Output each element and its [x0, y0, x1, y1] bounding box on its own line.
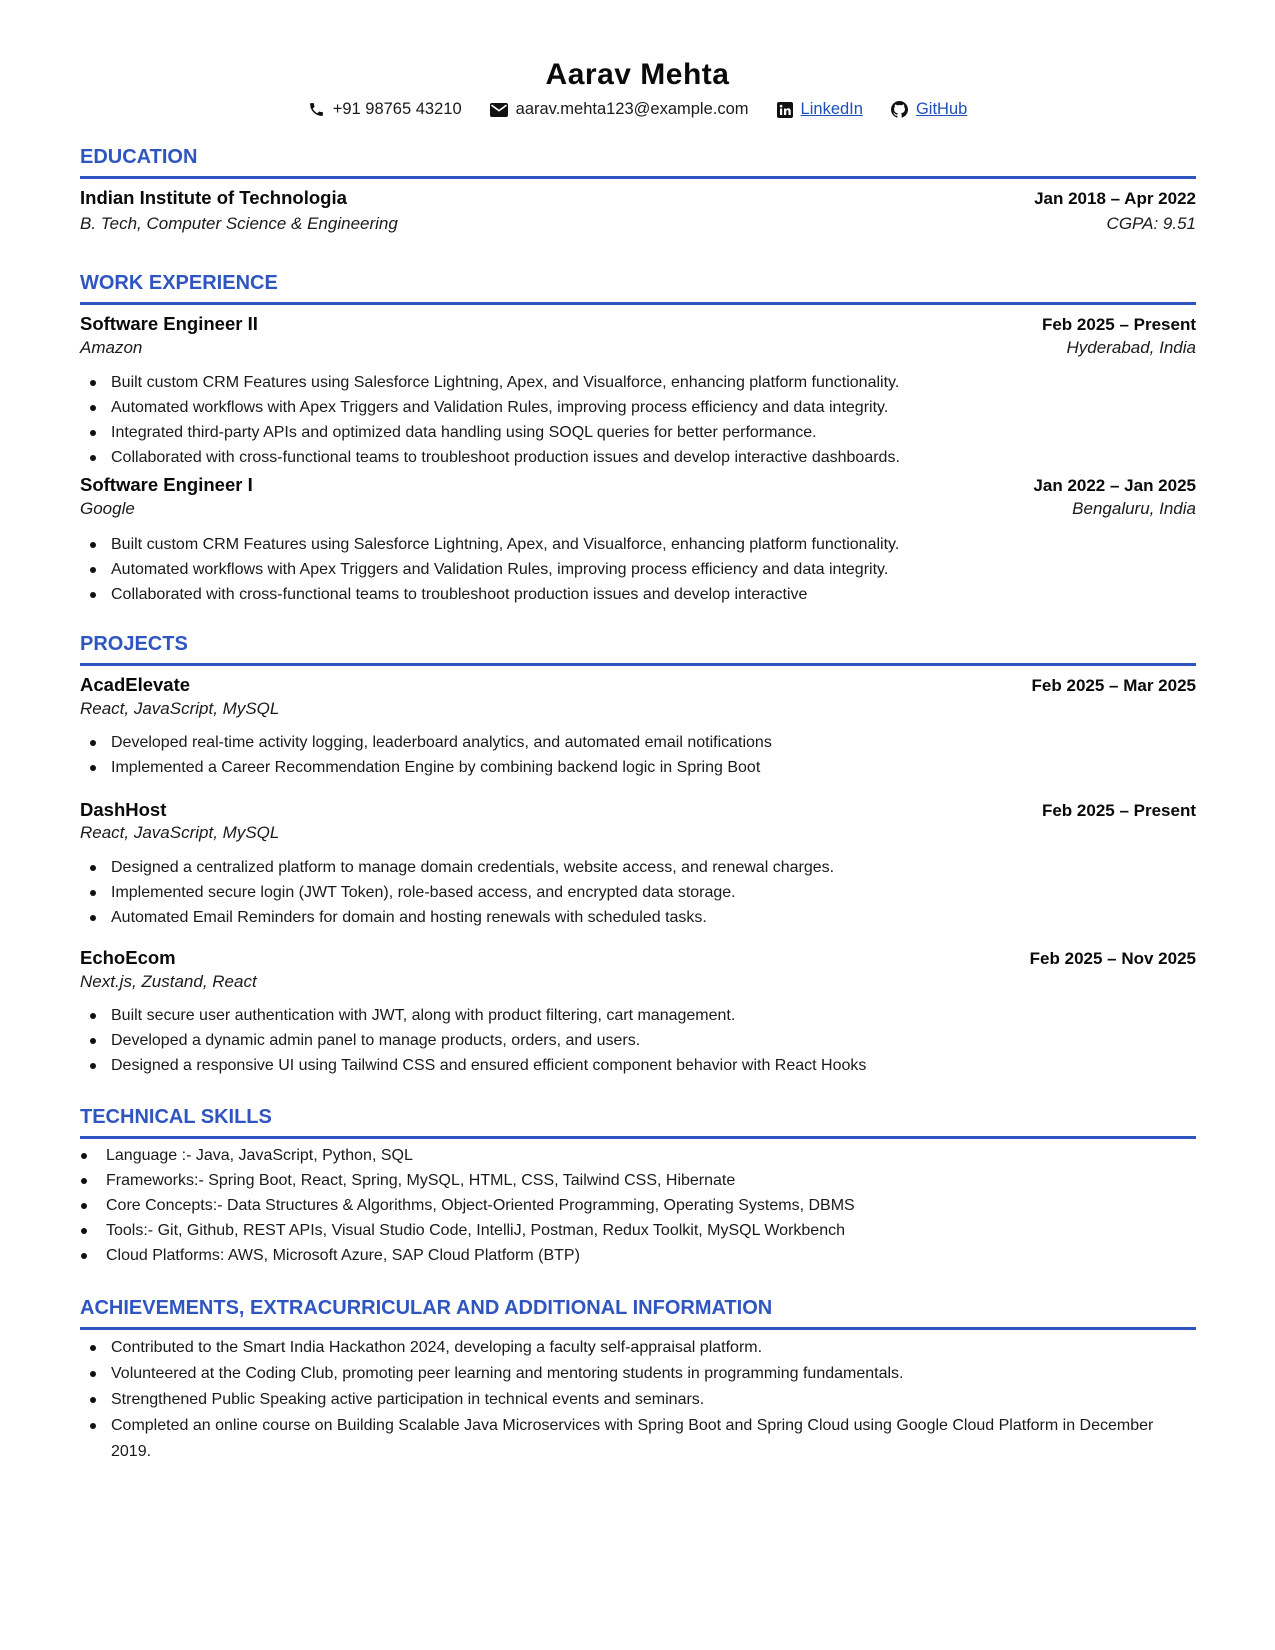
list-item: Designed a centralized platform to manage domain credentials, website access, and renewal charges.	[80, 855, 1180, 880]
list-item: Language :- Java, JavaScript, Python, SQL	[80, 1143, 1180, 1168]
github-contact[interactable]	[891, 100, 967, 119]
list-item: Contributed to the Smart India Hackathon 2024, developing a faculty self-appraisal platform.	[80, 1335, 1180, 1361]
project-name: EchoEcom	[80, 947, 176, 968]
education-heading: EDUCATION	[80, 146, 1196, 179]
list-item: Collaborated with cross-functional teams to troubleshoot production issues and develop interactive dashboards.	[80, 445, 1180, 470]
envelope-icon	[490, 103, 508, 117]
job-role: Software Engineer II	[80, 313, 258, 334]
projects-heading: PROJECTS	[80, 633, 1196, 666]
github-icon	[891, 101, 908, 118]
job-role: Software Engineer I	[80, 474, 253, 495]
job-bullets	[80, 370, 1180, 470]
job-company-row	[80, 338, 1196, 358]
project-name: AcadElevate	[80, 674, 191, 695]
project-header-row	[80, 947, 1196, 969]
list-item: Automated workflows with Apex Triggers and Validation Rules, improving process efficiency and data integrity.	[80, 395, 1180, 420]
job-location: Hyderabad, India	[1066, 338, 1196, 357]
list-item: Volunteered at the Coding Club, promoting peer learning and mentoring students in programming fundamentals.	[80, 1361, 1180, 1387]
list-item: Collaborated with cross-functional teams to troubleshoot production issues and develop interactive	[80, 582, 1180, 607]
list-item: Integrated third-party APIs and optimized data handling using SOQL queries for better performance.	[80, 420, 1180, 445]
list-item: Frameworks:- Spring Boot, React, Spring, MySQL, HTML, CSS, Tailwind CSS, Hibernate	[80, 1168, 1180, 1193]
list-item: Tools:- Git, Github, REST APIs, Visual Studio Code, IntelliJ, Postman, Redux Toolkit, MySQL Workbench	[80, 1218, 1180, 1243]
education-header-row	[80, 187, 1196, 209]
achievements-heading: ACHIEVEMENTS, EXTRACURRICULAR AND ADDITIONAL INFORMATION	[80, 1297, 1196, 1330]
project-dates: Feb 2025 – Nov 2025	[1029, 949, 1196, 968]
list-item: Developed real-time activity logging, leaderboard analytics, and automated email notifications	[80, 730, 1180, 755]
list-item: Developed a dynamic admin panel to manage products, orders, and users.	[80, 1028, 1180, 1053]
job-dates: Feb 2025 – Present	[1041, 315, 1196, 334]
project-header-row	[80, 799, 1196, 821]
work-experience-heading: WORK EXPERIENCE	[80, 272, 1196, 305]
list-item: Core Concepts:- Data Structures & Algorithms, Object-Oriented Programming, Operating Systems, DBMS	[80, 1193, 1180, 1218]
job-header-row	[80, 474, 1196, 496]
list-item: Built custom CRM Features using Salesforce Lightning, Apex, and Visualforce, enhancing platform functionality.	[80, 532, 1180, 557]
email-address[interactable]: aarav.mehta123@example.com	[515, 100, 749, 118]
project-stack: React, JavaScript, MySQL	[80, 823, 280, 842]
project-bullets	[80, 855, 1180, 930]
list-item: Automated Email Reminders for domain and hosting renewals with scheduled tasks.	[80, 905, 1180, 930]
job-location: Bengaluru, India	[1072, 499, 1196, 518]
linkedin-link[interactable]: LinkedIn	[800, 100, 863, 118]
contact-bar	[0, 100, 1275, 119]
project-name: DashHost	[80, 799, 167, 820]
job-company: Amazon	[80, 338, 143, 357]
technical-skills-heading: TECHNICAL SKILLS	[80, 1106, 1196, 1139]
job-company-row	[80, 499, 1196, 519]
project-stack-row	[80, 972, 1196, 992]
achievements-list	[80, 1335, 1180, 1465]
list-item: Implemented a Career Recommendation Engine by combining backend logic in Spring Boot	[80, 755, 1180, 780]
list-item: Cloud Platforms: AWS, Microsoft Azure, SAP Cloud Platform (BTP)	[80, 1243, 1180, 1268]
job-company: Google	[80, 499, 135, 518]
linkedin-contact[interactable]	[777, 100, 863, 119]
project-dates: Feb 2025 – Present	[1041, 801, 1196, 820]
cgpa: CGPA: 9.51	[1106, 214, 1196, 233]
project-stack: React, JavaScript, MySQL	[80, 699, 280, 718]
project-bullets	[80, 730, 1180, 780]
project-stack: Next.js, Zustand, React	[80, 972, 257, 991]
degree: B. Tech, Computer Science & Engineering	[80, 214, 398, 233]
list-item: Strengthened Public Speaking active participation in technical events and seminars.	[80, 1387, 1180, 1413]
phone-contact	[308, 100, 462, 119]
candidate-name: Aarav Mehta	[545, 58, 730, 91]
phone-icon	[308, 101, 325, 118]
phone-number: +91 98765 43210	[332, 100, 462, 118]
institution-name: Indian Institute of Technologia	[80, 187, 347, 208]
project-stack-row	[80, 823, 1196, 843]
list-item: Automated workflows with Apex Triggers and Validation Rules, improving process efficiency and data integrity.	[80, 557, 1180, 582]
project-bullets	[80, 1003, 1180, 1078]
list-item: Completed an online course on Building Scalable Java Microservices with Spring Boot and Spring Cloud using Google Cloud Platform in December 2019.	[80, 1413, 1180, 1465]
list-item: Built custom CRM Features using Salesforce Lightning, Apex, and Visualforce, enhancing platform functionality.	[80, 370, 1180, 395]
education-detail-row	[80, 214, 1196, 234]
project-header-row	[80, 674, 1196, 696]
job-bullets	[80, 532, 1180, 607]
skills-list	[80, 1143, 1180, 1268]
list-item: Built secure user authentication with JWT, along with product filtering, cart management.	[80, 1003, 1180, 1028]
job-header-row	[80, 313, 1196, 335]
education-dates: Jan 2018 – Apr 2022	[1034, 189, 1196, 208]
list-item: Designed a responsive UI using Tailwind CSS and ensured efficient component behavior with React Hooks	[80, 1053, 1180, 1078]
email-contact[interactable]	[490, 100, 749, 119]
linkedin-icon	[777, 102, 793, 118]
project-dates: Feb 2025 – Mar 2025	[1031, 676, 1196, 695]
github-link[interactable]: GitHub	[915, 100, 968, 118]
list-item: Implemented secure login (JWT Token), role-based access, and encrypted data storage.	[80, 880, 1180, 905]
job-dates: Jan 2022 – Jan 2025	[1033, 476, 1196, 495]
project-stack-row	[80, 699, 1196, 719]
